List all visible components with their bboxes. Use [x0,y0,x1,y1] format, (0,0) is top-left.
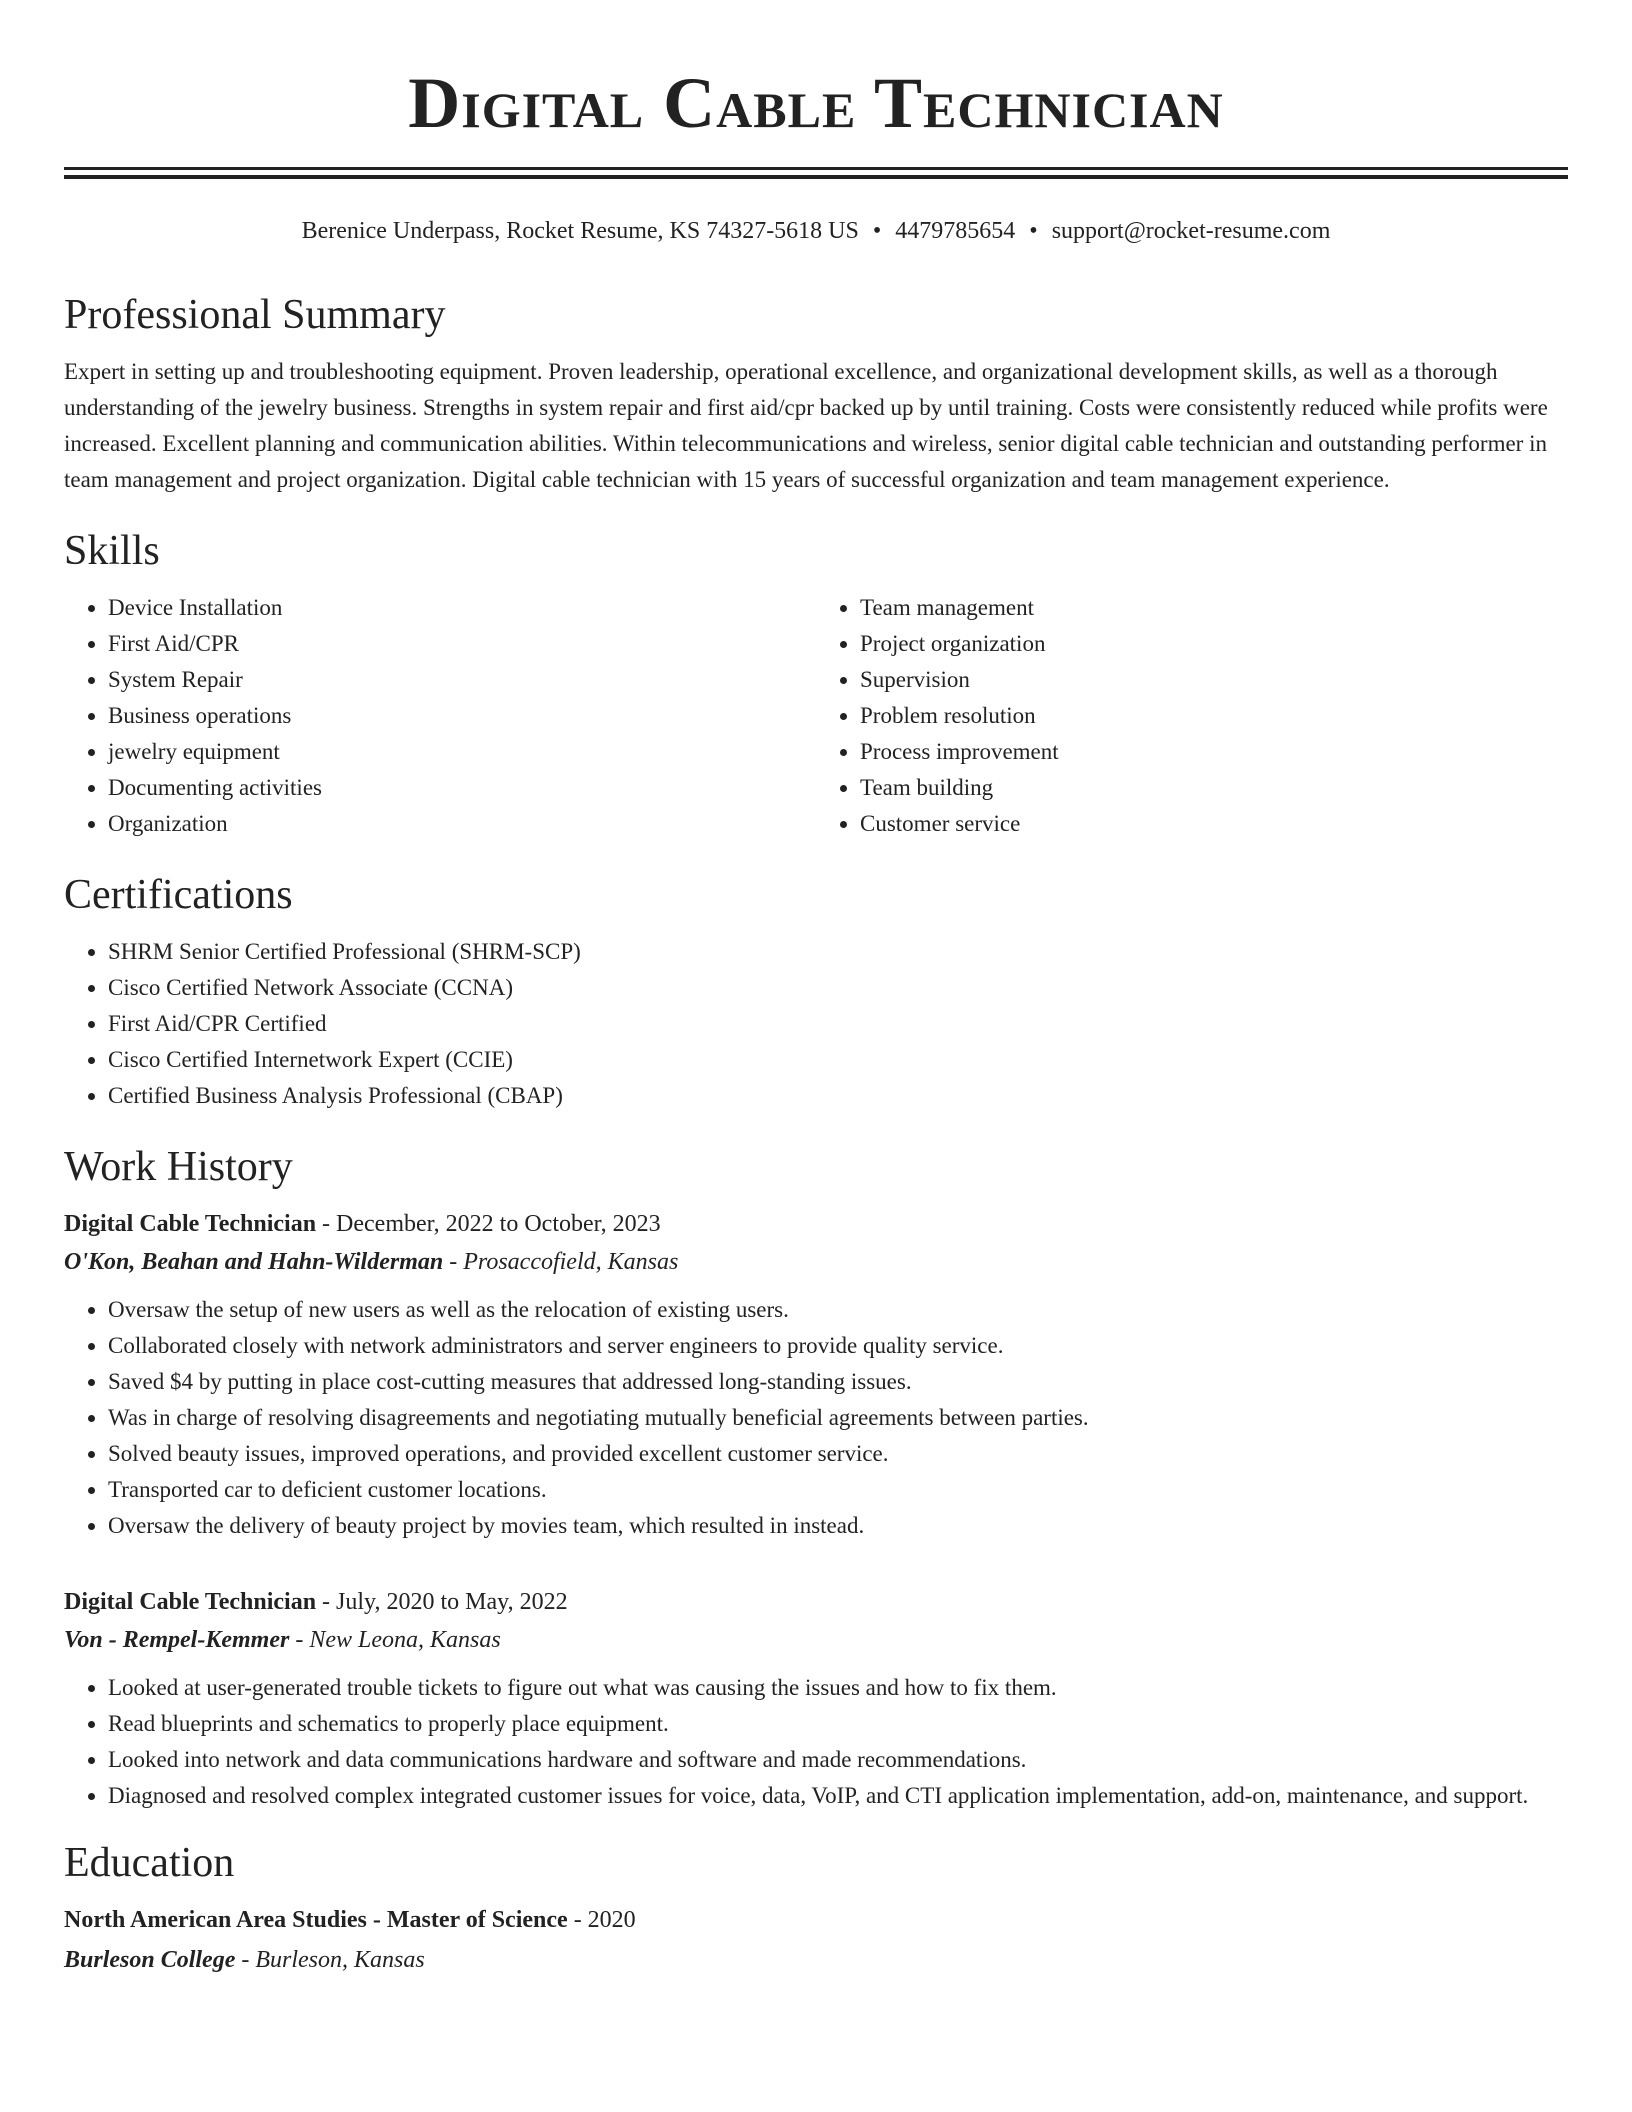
job-employer: Von - Rempel-Kemmer [64,1627,290,1653]
summary-section [64,288,1568,498]
work-history-heading: Work History [64,1144,293,1190]
job-bullet: • Transported car to deficient customer locations. [108,1472,1568,1508]
job-bullets [64,1292,1568,1544]
certification-item: • Certified Business Analysis Professional (CBAP) [108,1078,1568,1114]
education-degree: North American Area Studies - Master of Science [64,1907,568,1933]
contact-email: support@rocket-resume.com [1051,218,1331,244]
job-employer: O'Kon, Beahan and Hahn-Wilderman [64,1249,444,1275]
skill-item: • Process improvement [860,734,1568,770]
job-bullet: • Looked at user-generated trouble tickets to figure out what was causing the issues and how to fix them. [108,1670,1568,1706]
job-bullet: • Collaborated closely with network administrators and server engineers to provide quality service. [108,1328,1568,1364]
education-location: - Burleson, Kansas [235,1947,425,1973]
resume-title: Digital Cable Technician [408,63,1224,143]
education-year: - 2020 [567,1907,636,1933]
title-rule-thick [64,175,1568,179]
job-title: Digital Cable Technician [64,1589,317,1615]
skills-columns [64,590,1568,842]
work-history-section [64,1140,1568,1814]
certification-item: • Cisco Certified Network Associate (CCNA) [108,970,1568,1006]
skill-item: • Business operations [108,698,816,734]
contact-address: Berenice Underpass, Rocket Resume, KS 74327-5618 US [301,218,859,244]
skill-item: • jewelry equipment [108,734,816,770]
education-heading: Education [64,1840,235,1886]
job-location: - Prosaccofield, Kansas [443,1249,679,1275]
certifications-section [64,868,1568,1114]
contact-separator: • [872,218,882,244]
summary-heading: Professional Summary [64,292,446,338]
contact-separator: • [1029,218,1038,244]
job-bullet: • Read blueprints and schematics to properly place equipment. [108,1706,1568,1742]
job-title: Digital Cable Technician [64,1211,317,1237]
education-school: Burleson College [64,1947,236,1973]
certifications-heading: Certifications [64,872,293,918]
job-bullet: • Saved $4 by putting in place cost-cutting measures that addressed long-standing issues. [108,1364,1568,1400]
education-degree-line [64,1902,1568,1938]
job-bullet: • Oversaw the setup of new users as well as the relocation of existing users. [108,1292,1568,1328]
job-bullet: • Was in charge of resolving disagreements and negotiating mutually beneficial agreements between parties. [108,1400,1568,1436]
certification-item: • First Aid/CPR Certified [108,1006,1568,1042]
skill-item: • Customer service [860,806,1568,842]
job-employer-line [64,1622,1568,1658]
resume-content [64,288,1568,1978]
job-bullet: • Looked into network and data communications hardware and software and made recommendations. [108,1742,1568,1778]
skill-item: • Device Installation [108,590,816,626]
education-section [64,1836,1568,1978]
skills-list-right [816,590,1568,842]
job-location: - New Leona, Kansas [289,1627,501,1653]
certifications-list [64,934,1568,1114]
job-bullet: • Oversaw the delivery of beauty project by movies team, which resulted in instead. [108,1508,1568,1544]
education-school-line [64,1942,1568,1978]
certification-item: • SHRM Senior Certified Professional (SHRM-SCP) [108,934,1568,970]
contact-phone: 4479785654 [895,218,1016,244]
job-dates: - December, 2022 to October, 2023 [316,1211,661,1237]
job-bullet: • Diagnosed and resolved complex integrated customer issues for voice, data, VoIP, and CTI application implementation, add-on, maintenance, and support. [108,1778,1568,1814]
skills-list-left [64,590,816,842]
job-entry [64,1206,1568,1544]
job-bullet: • Solved beauty issues, improved operations, and provided excellent customer service. [108,1436,1568,1472]
job-bullets [64,1670,1568,1814]
job-dates: - July, 2020 to May, 2022 [316,1589,568,1615]
job-title-line [64,1584,1568,1620]
skills-section [64,524,1568,842]
job-entry [64,1584,1568,1814]
job-employer-line [64,1244,1568,1280]
skill-item: • Supervision [860,662,1568,698]
skill-item: • Organization [108,806,816,842]
skill-item: • Team management [860,590,1568,626]
skills-heading: Skills [64,528,160,574]
skill-item: • First Aid/CPR [108,626,816,662]
skill-item: • Project organization [860,626,1568,662]
certification-item: • Cisco Certified Internetwork Expert (CCIE) [108,1042,1568,1078]
contact-line [64,213,1568,249]
job-title-line [64,1206,1568,1242]
skill-item: • System Repair [108,662,816,698]
skill-item: • Problem resolution [860,698,1568,734]
summary-text: Expert in setting up and troubleshooting equipment. Proven leadership, operational excellence, and organizational development skills, as well as a thorough understanding of the jewelry business. Strengths in system repair and first aid/cpr backed up by until training. Costs were consistently reduced while profits were increased. Excellent planning and communication abilities. Within telecommunications and wireless, senior digital cable technician and outstanding performer in team management and project organization. Digital cable technician with 15 years of successful organization and team management experience. [64,359,1548,492]
title-rule-thin [64,167,1568,170]
skill-item: • Team building [860,770,1568,806]
skill-item: • Documenting activities [108,770,816,806]
